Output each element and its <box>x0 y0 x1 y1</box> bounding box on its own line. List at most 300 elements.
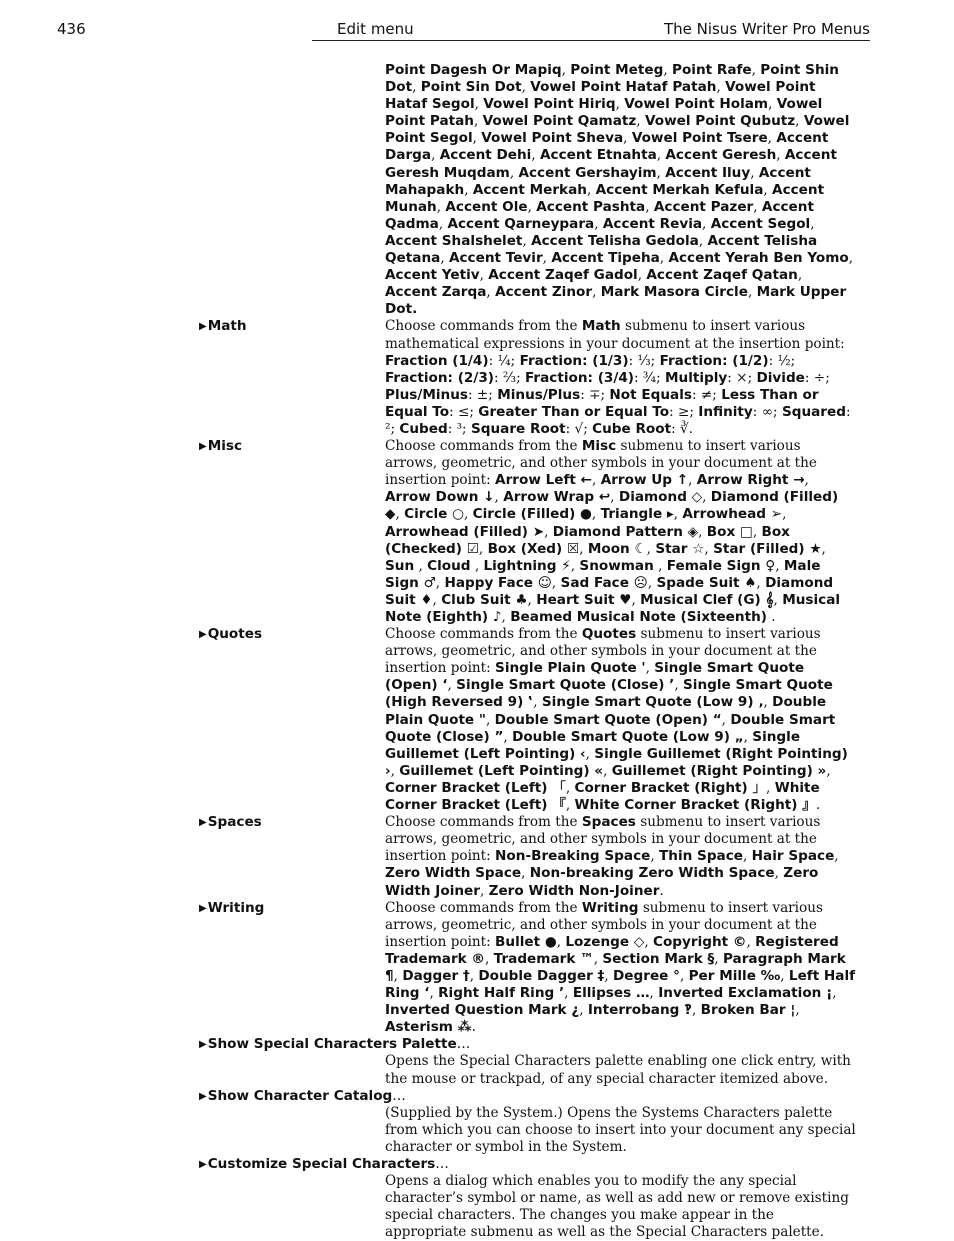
description-text: , <box>795 113 804 130</box>
description-text: , <box>556 933 566 950</box>
description-text: , <box>795 1002 800 1019</box>
command-name: Squared <box>781 403 846 420</box>
definition-entry <box>0 62 954 318</box>
command-name: Single Smart Quote (Low 9) ‚ <box>541 694 764 711</box>
command-name: Accent Shalshelet <box>385 232 523 249</box>
command-name: White Corner Bracket (Left) 『 <box>385 779 820 814</box>
command-name: Vowel Point Patah <box>385 96 823 130</box>
description-text: , <box>432 591 442 608</box>
command-name: Accent Zarqa <box>385 284 487 301</box>
description-text: , <box>479 267 489 284</box>
command-name: Accent Pashta <box>536 198 646 215</box>
description-text: , <box>773 591 783 608</box>
command-name: Bullet ● <box>495 933 557 950</box>
description-text: Choose commands from the <box>385 626 582 643</box>
description-text: , <box>592 284 601 301</box>
command-name: Point Rafe <box>671 62 752 78</box>
description-text: , <box>656 164 666 181</box>
description-text: , <box>714 950 723 967</box>
description-text: : ∞; <box>752 403 782 420</box>
description-text: , <box>464 181 473 198</box>
description-text: , <box>659 250 669 267</box>
command-name: Fraction: (3/4) <box>525 369 635 386</box>
description-text: , <box>702 489 711 506</box>
command-name: Accent Merkah <box>472 181 587 198</box>
description-text: : ≥; <box>669 403 699 420</box>
command-name: Spade Suit ♠ <box>656 574 757 591</box>
command-name: Double Smart Quote (Close) ” <box>385 711 836 745</box>
description-text: , <box>561 62 571 78</box>
command-name: Degree ° <box>613 967 680 984</box>
description-text: , <box>746 933 756 950</box>
page-header <box>0 20 954 44</box>
command-name: Diamond ◇ <box>618 489 703 506</box>
command-name: Accent Zaqef Gadol <box>488 267 638 284</box>
command-name: Accent Geresh <box>665 147 777 164</box>
description-text: , <box>551 574 561 591</box>
description-text: , <box>395 506 405 523</box>
description-text: , <box>469 967 479 984</box>
definition-entry <box>0 1036 954 1087</box>
description-text: , <box>414 557 428 574</box>
command-name: Cube Root <box>592 420 672 437</box>
command-name: Point Meteg <box>570 62 664 78</box>
command-name: Vowel Point Hataf Patah <box>530 79 717 96</box>
description-text: , <box>429 985 439 1002</box>
command-name: Accent Revia <box>602 215 703 232</box>
command-name: Infinity <box>698 403 753 420</box>
description-text: , <box>623 130 632 147</box>
description-text: , <box>753 198 762 215</box>
command-name: Single Smart Quote (High Reversed 9) ‛ <box>385 677 833 711</box>
description-text: : ¼; <box>488 352 520 369</box>
description-text: , <box>834 848 839 865</box>
menu-item-label: Quotes <box>207 626 263 643</box>
description-text: , <box>756 574 766 591</box>
description-text: , <box>645 660 655 677</box>
command-name: Vowel Point Hiriq <box>483 96 616 113</box>
command-name: Triangle ▸ <box>600 506 674 523</box>
description-text: , <box>698 523 707 540</box>
description-text: , <box>610 489 619 506</box>
command-name: Star ☆ <box>655 540 705 557</box>
command-name: Single Guillemet (Right Pointing) › <box>385 745 848 779</box>
command-name: Accent Mahapakh <box>385 164 811 198</box>
command-name: Fraction: (1/3) <box>519 352 629 369</box>
triangle-right-icon: ▶ <box>199 902 207 914</box>
description-text: , <box>579 540 588 557</box>
command-name: Snowman <box>579 557 654 574</box>
command-name: Guillemet (Left Pointing) « <box>399 762 604 779</box>
command-name: Quotes <box>581 626 637 643</box>
description-text: , <box>479 882 489 899</box>
description-text: , <box>478 540 488 557</box>
description-text: , <box>763 181 773 198</box>
command-name: Broken Bar ¦ <box>700 1002 796 1019</box>
description-text: , <box>810 215 815 232</box>
menu-item-term <box>199 438 242 455</box>
description-text: , <box>565 779 575 796</box>
description-text: , <box>774 865 784 882</box>
menu-item-term <box>199 318 247 335</box>
description-text: , <box>570 557 580 574</box>
description-text: Opens the Special Characters palette enabling one click entry, with the mouse or trackpad, of any special character itemized above. <box>385 1053 851 1087</box>
menu-item-term <box>199 900 264 917</box>
command-name: Accent Dehi <box>439 147 532 164</box>
command-name: Double Dagger ‡ <box>478 967 605 984</box>
triangle-right-icon: ▶ <box>199 817 207 829</box>
command-name: Moon ☾ <box>587 540 647 557</box>
command-name: Cloud <box>427 557 471 574</box>
description-text: , <box>656 147 666 164</box>
menu-item-label: Spaces <box>207 814 262 831</box>
command-name: Accent Qarneypara <box>447 215 595 232</box>
description-text: Choose commands from the <box>385 899 582 916</box>
description-text: , <box>832 985 837 1002</box>
description-text: , <box>780 967 789 984</box>
description-text: , <box>768 96 777 113</box>
menu-item-label: Customize Special Characters <box>207 1156 436 1172</box>
command-name: Thin Space <box>659 848 744 865</box>
command-name: Male Sign ♂ <box>385 557 821 591</box>
command-name: Hair Space <box>751 848 835 865</box>
description-text: submenu to insert various mathematical expressions in your document at the insertion point: <box>385 318 845 352</box>
command-name: Point Sin Dot <box>420 79 522 96</box>
description-text: , <box>604 967 614 984</box>
command-name: Point Dagesh Or Mapiq <box>385 62 562 78</box>
command-name: Accent Tevir <box>448 250 543 267</box>
command-name: Multiply <box>665 369 728 386</box>
command-name: Female Sign ♀ <box>666 557 776 574</box>
description-text: , <box>750 164 759 181</box>
command-name: Vowel Point Qamatz <box>482 113 637 130</box>
description-text: , <box>603 762 612 779</box>
description-text: : ¾; <box>634 369 665 386</box>
description-text: , <box>503 728 513 745</box>
description-text: , <box>533 694 542 711</box>
menu-item-description <box>385 1088 857 1156</box>
description-text: , <box>615 96 625 113</box>
command-name: Inverted Question Mark ¿ <box>385 1002 580 1019</box>
command-name: Accent Qadma <box>385 198 814 232</box>
command-name: Zero Width Space <box>385 865 522 882</box>
command-name: Box (Checked) ☑ <box>385 523 790 557</box>
command-name: Accent Pazer <box>653 198 754 215</box>
command-name: Arrow Up ↑ <box>600 472 689 489</box>
definition-entry <box>0 318 954 438</box>
command-name: Diamond Suit ♦ <box>385 574 834 608</box>
description-text: , <box>751 62 761 78</box>
description-text: , <box>752 523 762 540</box>
description-text: , <box>767 130 777 147</box>
description-text: , <box>594 215 603 232</box>
command-name: Accent Geresh Muqdam <box>385 147 837 181</box>
description-text: , <box>521 865 530 882</box>
command-name: Copyright © <box>652 933 747 950</box>
command-name: Right Half Ring ’ <box>438 985 565 1002</box>
description-text: : ∓; <box>580 386 610 403</box>
description-text: . <box>766 609 776 625</box>
command-name: Math <box>581 318 621 335</box>
command-name: Happy Face ☺ <box>444 574 552 591</box>
description-text: , <box>631 591 641 608</box>
command-name: Corner Bracket (Right) 」 <box>574 779 767 796</box>
command-name: Star (Filled) ★ <box>713 540 822 557</box>
command-name: Cubed <box>399 420 448 437</box>
description-text: Choose commands from the <box>385 814 582 831</box>
description-text: (Supplied by the System.) Opens the Systems Characters palette from which you can choose to insert into your document any special character or symbol in the System. <box>385 1104 856 1155</box>
description-text: , <box>585 745 595 762</box>
command-name: Double Plain Quote " <box>385 694 827 728</box>
description-text: , <box>527 198 537 215</box>
menu-item-term <box>199 1036 470 1053</box>
command-name: Less Than or Equal To <box>385 386 819 420</box>
command-name: Accent Munah <box>385 181 825 215</box>
command-name: Accent Iluy <box>665 164 751 181</box>
command-name: Accent Yerah Ben Yomo <box>668 250 849 267</box>
running-chapter-title: The Nisus Writer Pro Menus <box>663 20 870 38</box>
description-text: . <box>815 797 821 814</box>
description-text: , <box>782 506 787 523</box>
description-text: , <box>704 540 714 557</box>
description-text: , <box>804 472 809 489</box>
command-name: Circle ○ <box>404 506 464 523</box>
description-text: , <box>848 250 854 267</box>
definition-entry <box>0 900 954 1037</box>
command-name: Accent Merkah Kefula <box>595 181 764 198</box>
command-name: Single Smart Quote (Open) ‘ <box>385 660 805 694</box>
command-name: Divide <box>756 369 805 386</box>
command-name: Per Mille ‰ <box>688 967 781 984</box>
command-name: Zero Width Joiner <box>385 865 819 899</box>
command-name: Vowel Point Segol <box>385 113 850 147</box>
command-name: Fraction: (2/3) <box>385 369 495 386</box>
description-text: , <box>565 797 575 814</box>
description-text: : ≤; <box>449 403 479 420</box>
command-name: Vowel Point Qubutz <box>644 113 796 130</box>
description-text: , <box>692 1002 701 1019</box>
command-name: Point Shin Dot <box>385 62 839 96</box>
menu-item-term <box>199 1088 406 1105</box>
description-text: : ⅔; <box>494 369 525 386</box>
definition-entry <box>0 626 954 814</box>
description-text: : ÷; <box>804 369 830 386</box>
description-text: , <box>438 215 448 232</box>
command-name: Vowel Point Tsere <box>631 130 768 147</box>
description-text: : ≠; <box>691 386 722 403</box>
command-name: White Corner Bracket (Right) 』 <box>574 797 816 814</box>
definition-entry <box>0 814 954 899</box>
description-text: , <box>593 950 603 967</box>
command-name: Writing <box>581 899 639 916</box>
command-name: Interrobang ‽ <box>587 1002 693 1019</box>
description-text: , <box>440 250 449 267</box>
header-rule <box>312 40 870 41</box>
command-name: Asterism ⁂ <box>385 1019 472 1036</box>
triangle-right-icon: ▶ <box>199 441 207 453</box>
description-text: , <box>591 506 601 523</box>
command-name: Box (Xed) ☒ <box>487 540 580 557</box>
description-text: : ½; <box>768 352 796 369</box>
description-text: , <box>544 523 553 540</box>
command-name: Ellipses … <box>572 985 650 1002</box>
description-text: , <box>766 779 775 796</box>
description-text: , <box>743 728 753 745</box>
command-name: Guillemet (Right Pointing) » <box>611 762 827 779</box>
menu-item-description <box>385 318 857 438</box>
description-text: Opens a dialog which enables you to modify the any special character’s symbol or name, as well as add new or remove existing special characters. The changes you make appear in the appropriate submenu as well as the Special Characters palette. <box>385 1173 849 1241</box>
description-text: . <box>471 1019 476 1036</box>
description-text: , <box>470 557 484 574</box>
definition-list <box>0 62 954 1241</box>
description-text: , <box>431 147 440 164</box>
description-text: , <box>579 1002 588 1019</box>
menu-item-description <box>385 1156 857 1241</box>
description-text: , <box>636 113 645 130</box>
description-text: , <box>821 540 826 557</box>
description-text: submenu to insert various arrows, geometric, and other symbols in your document at the insertion point: <box>385 814 821 865</box>
command-name: Zero Width Non-Joiner <box>488 882 660 899</box>
command-name: Accent Yetiv <box>385 267 480 284</box>
description-text: , <box>716 79 726 96</box>
command-name: Accent Tipeha <box>551 250 660 267</box>
description-text: : √; <box>565 420 593 437</box>
definition-entry <box>0 1156 954 1241</box>
command-name: Single Guillemet (Left Pointing) ‹ <box>385 728 801 762</box>
menu-item-label: Show Character Catalog <box>207 1087 393 1104</box>
command-name: Musical Note (Eighth) ♪ <box>385 591 841 625</box>
description-text: , <box>522 232 532 249</box>
description-text: , <box>776 147 785 164</box>
description-text: , <box>527 591 537 608</box>
description-text: , <box>637 267 647 284</box>
command-name: Accent Etnahta <box>540 147 657 164</box>
description-text: , <box>653 557 667 574</box>
triangle-right-icon: ▶ <box>199 1090 207 1102</box>
command-name: Double Smart Quote (Open) “ <box>494 711 722 728</box>
command-name: Accent Segol <box>710 215 811 232</box>
command-name: Heart Suit ♥ <box>536 591 632 608</box>
command-name: Plus/Minus <box>385 386 468 403</box>
command-name: Non-Breaking Space <box>495 848 651 865</box>
command-name: Vowel Point Holam <box>624 96 769 113</box>
command-name: Single Smart Quote (Close) ’ <box>456 677 675 694</box>
description-text: , <box>501 609 511 625</box>
description-text: Choose commands from the <box>385 438 582 455</box>
description-text: , <box>412 79 421 96</box>
description-text: , <box>826 762 831 779</box>
command-name: Left Half Ring ‘ <box>385 967 856 1002</box>
command-name: Paragraph Mark ¶ <box>385 950 846 984</box>
definition-entry <box>0 438 954 626</box>
command-name: Club Suit ♣ <box>441 591 528 608</box>
triangle-right-icon: ▶ <box>199 1159 207 1170</box>
description-text: , <box>647 574 657 591</box>
description-text: , <box>743 848 752 865</box>
command-name: Registered Trademark ® <box>385 933 839 967</box>
command-name: Inverted Exclamation ¡ <box>658 985 833 1002</box>
description-text: , <box>644 933 653 950</box>
menu-item-term <box>199 814 262 831</box>
description-text: : ∛. <box>671 420 693 437</box>
description-text: , <box>464 506 473 523</box>
description-text: , <box>521 79 531 96</box>
command-name: Single Plain Quote ' <box>495 660 646 677</box>
ellipsis: … <box>392 1087 406 1104</box>
description-text: , <box>485 950 494 967</box>
command-name: Square Root <box>470 420 566 437</box>
ellipsis: … <box>435 1156 449 1172</box>
page-number: 436 <box>57 20 86 38</box>
command-name: Double Smart Quote (Low 9) „ <box>512 728 744 745</box>
description-text: , <box>486 284 496 301</box>
menu-item-description <box>385 62 857 318</box>
ellipsis: … <box>456 1036 471 1053</box>
command-name: Accent Zaqef Qatan <box>646 267 798 284</box>
command-name: Dagger † <box>402 967 470 984</box>
menu-item-term <box>199 1156 449 1173</box>
command-name: Minus/Plus <box>497 386 581 403</box>
command-name: Section Mark § <box>602 950 715 967</box>
command-name: Non-breaking Zero Width Space <box>529 865 775 882</box>
description-text: , <box>679 967 689 984</box>
description-text: , <box>673 506 683 523</box>
command-name: Sun <box>385 557 415 574</box>
description-text: , <box>393 967 403 984</box>
description-text: , <box>447 677 457 694</box>
command-name: Lightning ⚡ <box>483 557 571 574</box>
description-text: , <box>509 164 519 181</box>
command-name: Vowel Point Sheva <box>481 130 624 147</box>
menu-item-label: Show Special Characters Palette <box>207 1036 457 1053</box>
command-name: Arrow Right → <box>696 472 805 489</box>
command-name: Sad Face ☹ <box>560 574 648 591</box>
description-text: , <box>688 472 697 489</box>
menu-item-description <box>385 438 857 626</box>
description-text: , <box>674 677 683 694</box>
description-text: , <box>564 985 573 1002</box>
running-section-title: Edit menu <box>337 20 414 38</box>
command-name: Trademark ™ <box>493 950 594 967</box>
menu-item-label: Misc <box>207 438 243 455</box>
command-name: Beamed Musical Note (Sixteenth) <box>510 609 767 625</box>
command-name: Lozenge ◇ <box>565 933 645 950</box>
command-name: Spaces <box>581 814 636 831</box>
command-name: Mark Upper Dot. <box>385 284 847 318</box>
definition-entry <box>0 1088 954 1156</box>
description-text: , <box>542 250 552 267</box>
description-text: , <box>797 267 803 284</box>
description-text: , <box>649 985 659 1002</box>
menu-item-label: Writing <box>207 899 265 916</box>
command-name: Accent Ole <box>445 198 528 215</box>
command-name: Accent Telisha Qetana <box>385 232 818 267</box>
description-text: , <box>435 574 445 591</box>
command-name: Box □ <box>706 523 753 540</box>
command-name: Accent Telisha Gedola <box>531 232 699 249</box>
command-name: Corner Bracket (Left) 「 <box>385 779 566 796</box>
triangle-right-icon: ▶ <box>199 321 207 333</box>
menu-item-description <box>385 814 857 899</box>
description-text: , <box>592 472 601 489</box>
description-text: : ³; <box>447 420 471 437</box>
triangle-right-icon: ▶ <box>199 629 207 641</box>
command-name: Musical Clef (G) 𝄞 <box>640 591 774 608</box>
description-text: , <box>650 848 660 865</box>
description-text: , <box>472 130 482 147</box>
command-name: Diamond (Filled) ◆ <box>385 489 839 523</box>
description-text: , <box>494 489 504 506</box>
